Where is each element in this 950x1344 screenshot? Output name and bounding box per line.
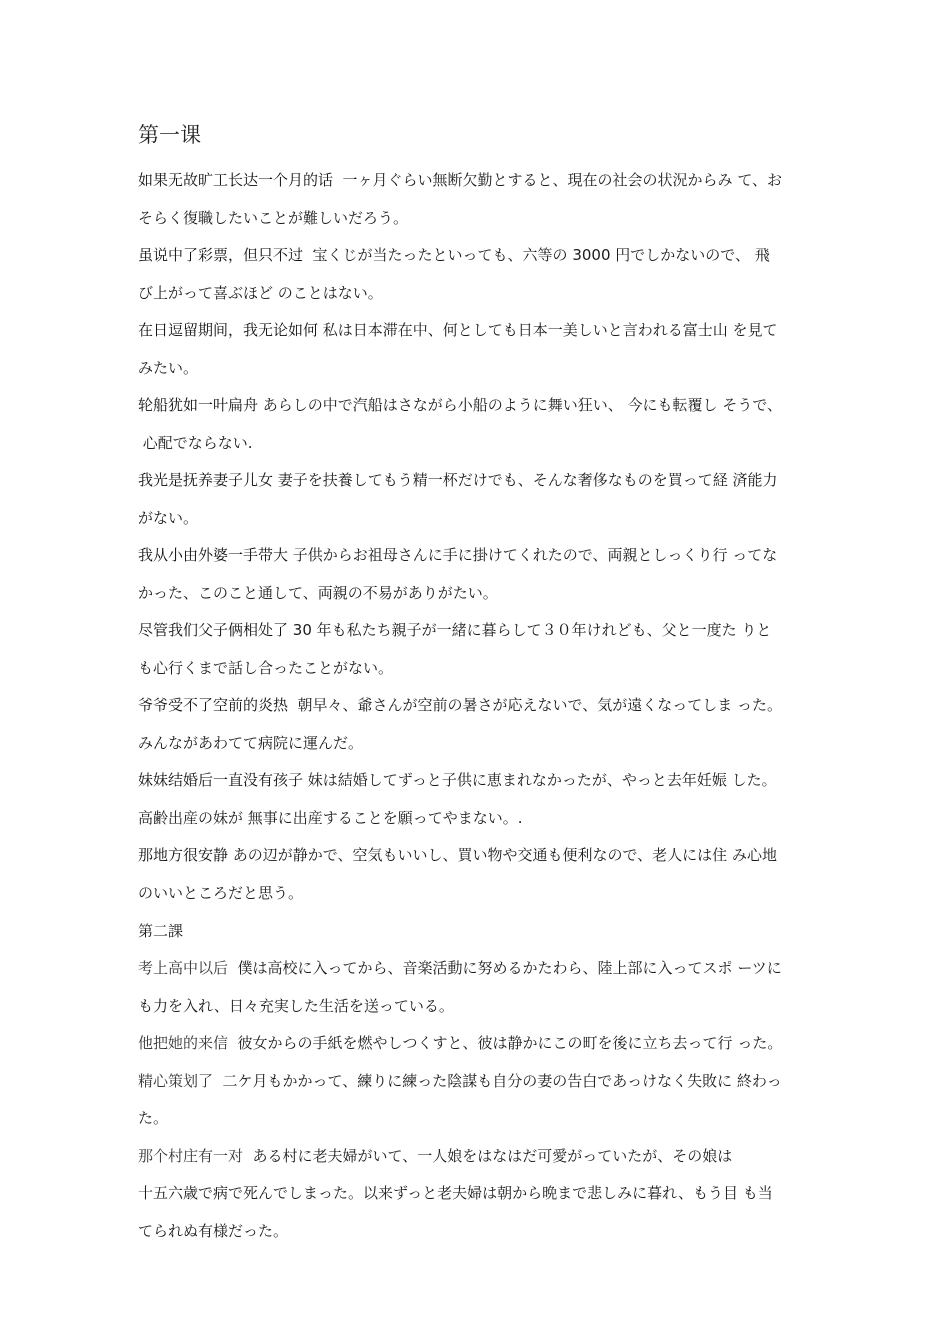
entry-12 <box>138 1025 838 1063</box>
entry-zh: 虽说中了彩票，但只不过 <box>138 246 304 264</box>
entry-ja-line: 二ケ月もかかって、練りに練った陰謀も自分の妻の告白であっけなく失敗に 終わっ <box>213 1071 782 1090</box>
entry-zh: 那个村庄有一对 <box>138 1146 244 1165</box>
entry-zh: 考上高中以后 <box>138 959 229 977</box>
entry-8 <box>138 687 838 762</box>
entry-2 <box>138 237 838 312</box>
lesson-1-entries <box>138 162 838 912</box>
entry-7 <box>138 612 838 687</box>
lesson-2-title: 第二課 <box>138 922 184 940</box>
entry-ja-line: び上がって喜ぶほど のことはない。 <box>138 283 383 302</box>
document-page <box>138 120 838 1250</box>
entry-ja-line: 宝くじが当たったといっても、六等の 3000 円でしかないので、 飛 <box>303 246 770 264</box>
entry-ja-line: のいいところだと思う。 <box>138 883 304 902</box>
entry-3 <box>138 312 838 387</box>
entry-ja-line: 30 年も私たち親子が一緒に暮らして３０年けれども、父と一度た りと <box>288 621 772 639</box>
entry-ja-line: 子供からお祖母さんに手に掛けてくれたので、両親としっくり行 ってな <box>288 546 778 564</box>
entry-zh: 妹妹结婚后一直没有孩子 <box>138 771 304 789</box>
entry-10 <box>138 837 838 912</box>
entry-zh: 他把她的来信 <box>138 1034 229 1052</box>
entry-ja-line: 僕は高校に入ってから、音楽活動に努めるかたわら、陸上部に入ってスポ ーツに <box>228 959 782 977</box>
entry-zh: 精心策划了 <box>138 1071 214 1090</box>
entry-14 <box>138 1138 838 1251</box>
entry-ja-line: みたい。 <box>138 358 199 377</box>
entry-ja-line: ある村に老夫婦がいて、一人娘をはなはだ可愛がっていたが、その娘は <box>243 1146 733 1165</box>
entry-zh: 爷爷受不了空前的炎热 <box>138 696 289 714</box>
entry-ja-line: た。 <box>138 1109 169 1127</box>
entry-zh: 尽管我们父子俩相处了 <box>138 621 289 639</box>
entry-ja-line: そらく復職したいことが難しいだろう。 <box>138 208 409 227</box>
entry-ja-line: かった、このこと通して、両親の不易がありがたい。 <box>138 583 498 602</box>
entry-zh: 如果无故旷工长达一个月的话 <box>138 171 334 189</box>
entry-9 <box>138 762 838 837</box>
entry-1 <box>138 162 838 237</box>
entry-ja-line: 朝早々、爺さんが空前の暑さが応えないで、気が遠くなってしま った。 <box>288 696 783 714</box>
entry-11 <box>138 950 838 1025</box>
entry-ja-line: 妹は結婚してずっと子供に恵まれなかったが、やっと去年妊娠 した。 <box>303 771 777 789</box>
entry-zh: 我光是抚养妻子儿女 <box>138 471 274 489</box>
entry-ja-line: あの辺が静かで、空気もいいし、買い物や交通も便利なので、老人には住 み心地 <box>228 846 777 864</box>
entry-ja-line: 十五六歳で病で死んでしまった。以来ずっと老夫婦は朝から晩まで悲しみに暮れ、もう目 も当 <box>138 1184 773 1202</box>
entry-ja-line: も力を入れ、日々充実した生活を送っている。 <box>138 996 454 1015</box>
entry-ja-line: てられぬ有様だった。 <box>138 1221 289 1240</box>
lesson-1-title: 第一课 <box>138 123 201 147</box>
entry-ja-line: あらしの中で汽船はさながら小船のように舞い狂い、 今にも転覆し そうで、 <box>258 396 783 414</box>
entry-zh: 在日逗留期间，我无论如何 <box>138 321 319 339</box>
entry-zh: 轮船犹如一叶扁舟 <box>138 396 259 414</box>
entry-ja-line: がない。 <box>138 508 199 527</box>
entry-13 <box>138 1063 838 1138</box>
entry-zh: 那地方很安静 <box>138 846 229 864</box>
entry-ja-line: 高齢出産の妹が 無事に出産することを願ってやまない。. <box>138 808 523 827</box>
entry-ja-line: も心行くまで話し合ったことがない。 <box>138 658 394 677</box>
entry-ja-line: 妻子を扶養してもう精一杯だけでも、そんな奢侈なものを買って経 済能力 <box>273 471 778 489</box>
entry-ja-line: 一ヶ月ぐらい無断欠勤とすると、現在の社会の状況からみ て、お <box>333 171 783 189</box>
entry-6 <box>138 537 838 612</box>
entry-ja-line: みんながあわてて病院に運んだ。 <box>138 733 364 752</box>
entry-4 <box>138 387 838 462</box>
entry-zh: 我从小由外婆一手带大 <box>138 546 289 564</box>
entry-5 <box>138 462 838 537</box>
lesson-2-entries <box>138 950 838 1250</box>
entry-ja-line: 私は日本滞在中、何としても日本一美しいと言われる富士山 を見て <box>318 321 778 339</box>
entry-ja-line: 心配でならない. <box>138 433 253 452</box>
entry-ja-line: 彼女からの手紙を燃やしつくすと、彼は静かにこの町を後に立ち去って行 った。 <box>228 1034 783 1052</box>
